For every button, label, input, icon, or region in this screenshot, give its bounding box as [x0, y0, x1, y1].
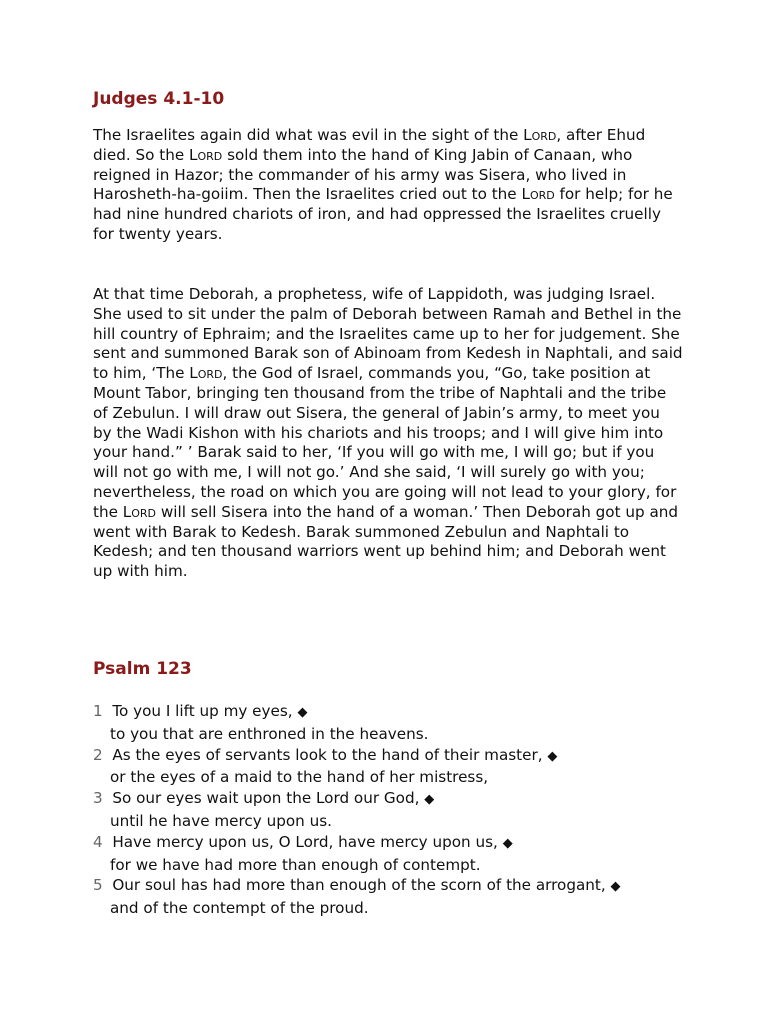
verse-5-first-line — [93, 875, 693, 898]
verse-number: 3 — [93, 789, 103, 808]
psalm-text — [93, 701, 693, 919]
verse-text: As the eyes of servants look to the hand of their master, — [112, 745, 543, 764]
judges-paragraph-2 — [93, 285, 683, 582]
text-run: The Israelites again did what was evil in the sight of the — [93, 126, 524, 144]
diamond-marker-icon: ◆ — [424, 792, 435, 808]
diamond-marker-icon: ◆ — [502, 835, 513, 851]
diamond-marker-icon: ◆ — [547, 748, 558, 764]
judges-paragraph-1 — [93, 126, 683, 245]
psalm-heading: Psalm 123 — [93, 659, 192, 679]
text-run: , after Ehud died. So the — [93, 126, 646, 164]
verse-4-second-line: for we have had more than enough of contempt. — [110, 855, 481, 874]
lord-small-caps: Lord — [521, 185, 555, 204]
lord-small-caps: Lord — [122, 502, 156, 521]
verse-2-second-line: or the eyes of a maid to the hand of her mistress, — [110, 768, 489, 787]
text-run: sold them into the hand of King Jabin of Canaan, who reigned in Hazor; the commander of his army was Sisera, who lived in Harosheth-ha-goiim. Then the Israelites cried out to the — [93, 145, 633, 204]
verse-text: To you I lift up my eyes, — [112, 702, 293, 720]
verse-number: 2 — [93, 745, 103, 764]
verse-text: Our soul has had more than enough of the scorn of the arrogant, — [112, 876, 606, 895]
lord-small-caps: Lord — [189, 364, 223, 383]
verse-text: So our eyes wait upon the Lord our God, — [112, 789, 420, 808]
diamond-marker-icon: ◆ — [297, 705, 308, 720]
verse-4-first-line — [93, 832, 693, 855]
diamond-marker-icon: ◆ — [610, 879, 621, 895]
verse-number: 1 — [93, 702, 103, 720]
verse-5-second-line: and of the contempt of the proud. — [110, 899, 369, 918]
verse-3-first-line — [93, 788, 693, 811]
lord-small-caps: Lord — [523, 126, 557, 144]
text-run: , the God of Israel, commands you, “Go, take position at Mount Tabor, bringing ten thousand from the tribe of Naphtali and the tribe of Zebulun. I will draw out Sisera, the general of Jabin’s army, to meet you by the Wadi Kishon with his chariots and his troops; and I will give him into your hand.” ’ Barak said to her, ‘If you will go with me, I will go; but if you will not go with me, I will not go.’ And she said, ‘I will surely go with you; nevertheless, the road on which you are going will not lead to your glory, for the — [93, 364, 677, 521]
text-run: will sell Sisera into the hand of a woman.’ Then Deborah got up and went with Barak to Kedesh. Barak summoned Zebulun and Naphtali to Kedesh; and ten thousand warriors went up behind him; and Deborah went up with him. — [93, 502, 679, 581]
text-run: for help; for he had nine hundred chariots of iron, and had oppressed the Israelites cruelly for twenty years. — [93, 185, 673, 243]
lord-small-caps: Lord — [189, 145, 223, 164]
verse-2-first-line — [93, 745, 693, 768]
verse-3-second-line: until he have mercy upon us. — [110, 811, 332, 830]
verse-number: 5 — [93, 876, 103, 895]
verse-1-first-line — [93, 701, 693, 724]
verse-text: Have mercy upon us, O Lord, have mercy upon us, — [112, 832, 498, 851]
verse-number: 4 — [93, 832, 103, 851]
judges-heading: Judges 4.1-10 — [93, 89, 225, 109]
verse-1-second-line: to you that are enthroned in the heavens. — [110, 724, 429, 743]
text-run: At that time Deborah, a prophetess, wife of Lappidoth, was judging Israel. She used to sit under the palm of Deborah between Ramah and Bethel in the hill country of Ephraim; and the Israelites came up to her for judgement. She sent and summoned Barak son of Abinoam from Kedesh in Naphtali, and said to him, ‘The — [93, 285, 683, 383]
